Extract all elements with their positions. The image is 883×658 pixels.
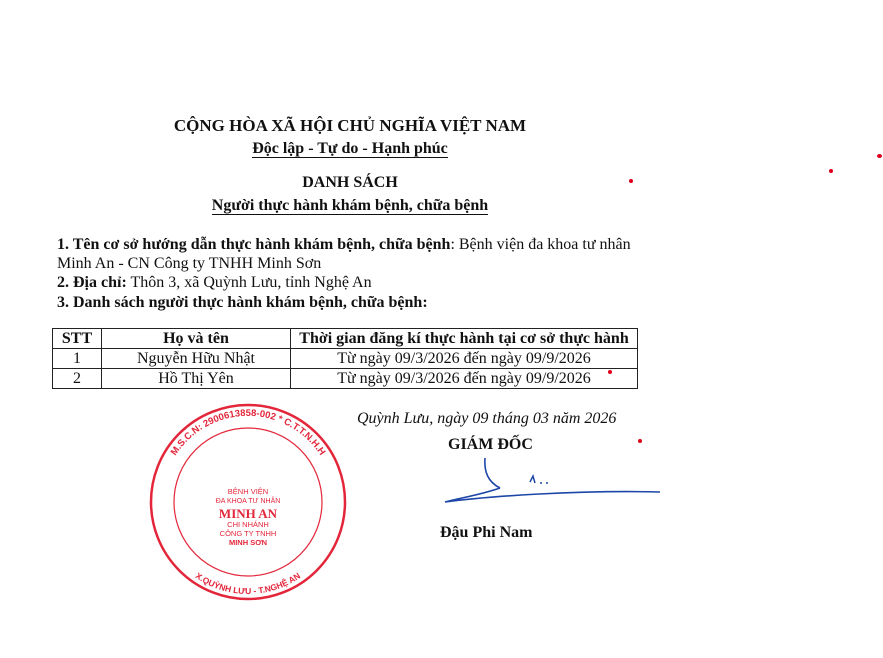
- col-name: Họ và tên: [102, 329, 291, 349]
- motto: [120, 139, 580, 159]
- stamp-line3: MINH AN: [218, 506, 278, 521]
- doc-subtitle-text: Người thực hành khám bệnh, chữa bệnh: [211, 197, 489, 214]
- stamp-ring-text: M.S.C.N: 2900613858-002 * C.T.T.N.H.H: [168, 407, 328, 458]
- red-dot: [608, 370, 612, 374]
- red-dot: [638, 439, 642, 443]
- cell-name: Hồ Thị Yên: [102, 369, 291, 389]
- cell-stt: 1: [53, 349, 102, 369]
- col-period: Thời gian đăng kí thực hành tại cơ sở thực hành: [291, 329, 638, 349]
- stamp-line5: CÔNG TY TNHH: [219, 529, 277, 538]
- stamp-line4: CHI NHÁNH: [227, 520, 269, 529]
- stamp-line6: MINH SƠN: [228, 538, 268, 547]
- handwritten-signature: [400, 456, 670, 516]
- place-date: Quỳnh Lưu, ngày 09 tháng 03 năm 2026: [357, 410, 617, 427]
- item-1-value: : Bệnh viện đa khoa tư nhân: [450, 236, 631, 253]
- item-1-cont: Minh An - CN Công ty TNHH Minh Sơn: [57, 255, 322, 272]
- stamp-line2: ĐA KHOA TƯ NHÂN: [215, 498, 281, 505]
- signer-title: GIÁM ĐỐC: [448, 436, 533, 453]
- cell-period: Từ ngày 09/3/2026 đến ngày 09/9/2026: [291, 369, 638, 389]
- signer-name: Đậu Phi Nam: [440, 524, 533, 541]
- item-2-label: 2. Địa chỉ:: [57, 274, 127, 291]
- item-3: 3. Danh sách người thực hành khám bệnh, chữa bệnh:: [57, 294, 428, 311]
- cell-name: Nguyễn Hữu Nhật: [102, 349, 291, 369]
- practitioner-table: [52, 328, 638, 389]
- doc-subtitle: [120, 196, 580, 216]
- item-2-value: Thôn 3, xã Quỳnh Lưu, tỉnh Nghệ An: [126, 274, 372, 291]
- item-1: [57, 236, 631, 254]
- nation-header: CỘNG HÒA XÃ HỘI CHỦ NGHĨA VIỆT NAM: [173, 116, 527, 135]
- table-row: [53, 369, 638, 389]
- red-dot: [629, 179, 633, 183]
- col-stt: STT: [53, 329, 102, 349]
- cell-stt: 2: [53, 369, 102, 389]
- table-header: [53, 329, 638, 349]
- red-dot: [877, 154, 882, 158]
- item-1-label: 1. Tên cơ sở hướng dẫn thực hành khám bệnh, chữa bệnh: [57, 236, 451, 253]
- stamp-line1: BỆNH VIỆN: [227, 487, 269, 496]
- table-row: [53, 349, 638, 369]
- red-dot: [829, 169, 833, 173]
- motto-text: Độc lập - Tự do - Hạnh phúc: [252, 140, 448, 157]
- company-stamp: [148, 402, 348, 602]
- stamp-ring-bottom: X.QUỲNH LƯU - T.NGHỆ AN: [193, 570, 303, 597]
- cell-period: Từ ngày 09/3/2026 đến ngày 09/9/2026: [291, 349, 638, 369]
- doc-title: DANH SÁCH: [302, 174, 398, 191]
- item-2: [57, 274, 372, 292]
